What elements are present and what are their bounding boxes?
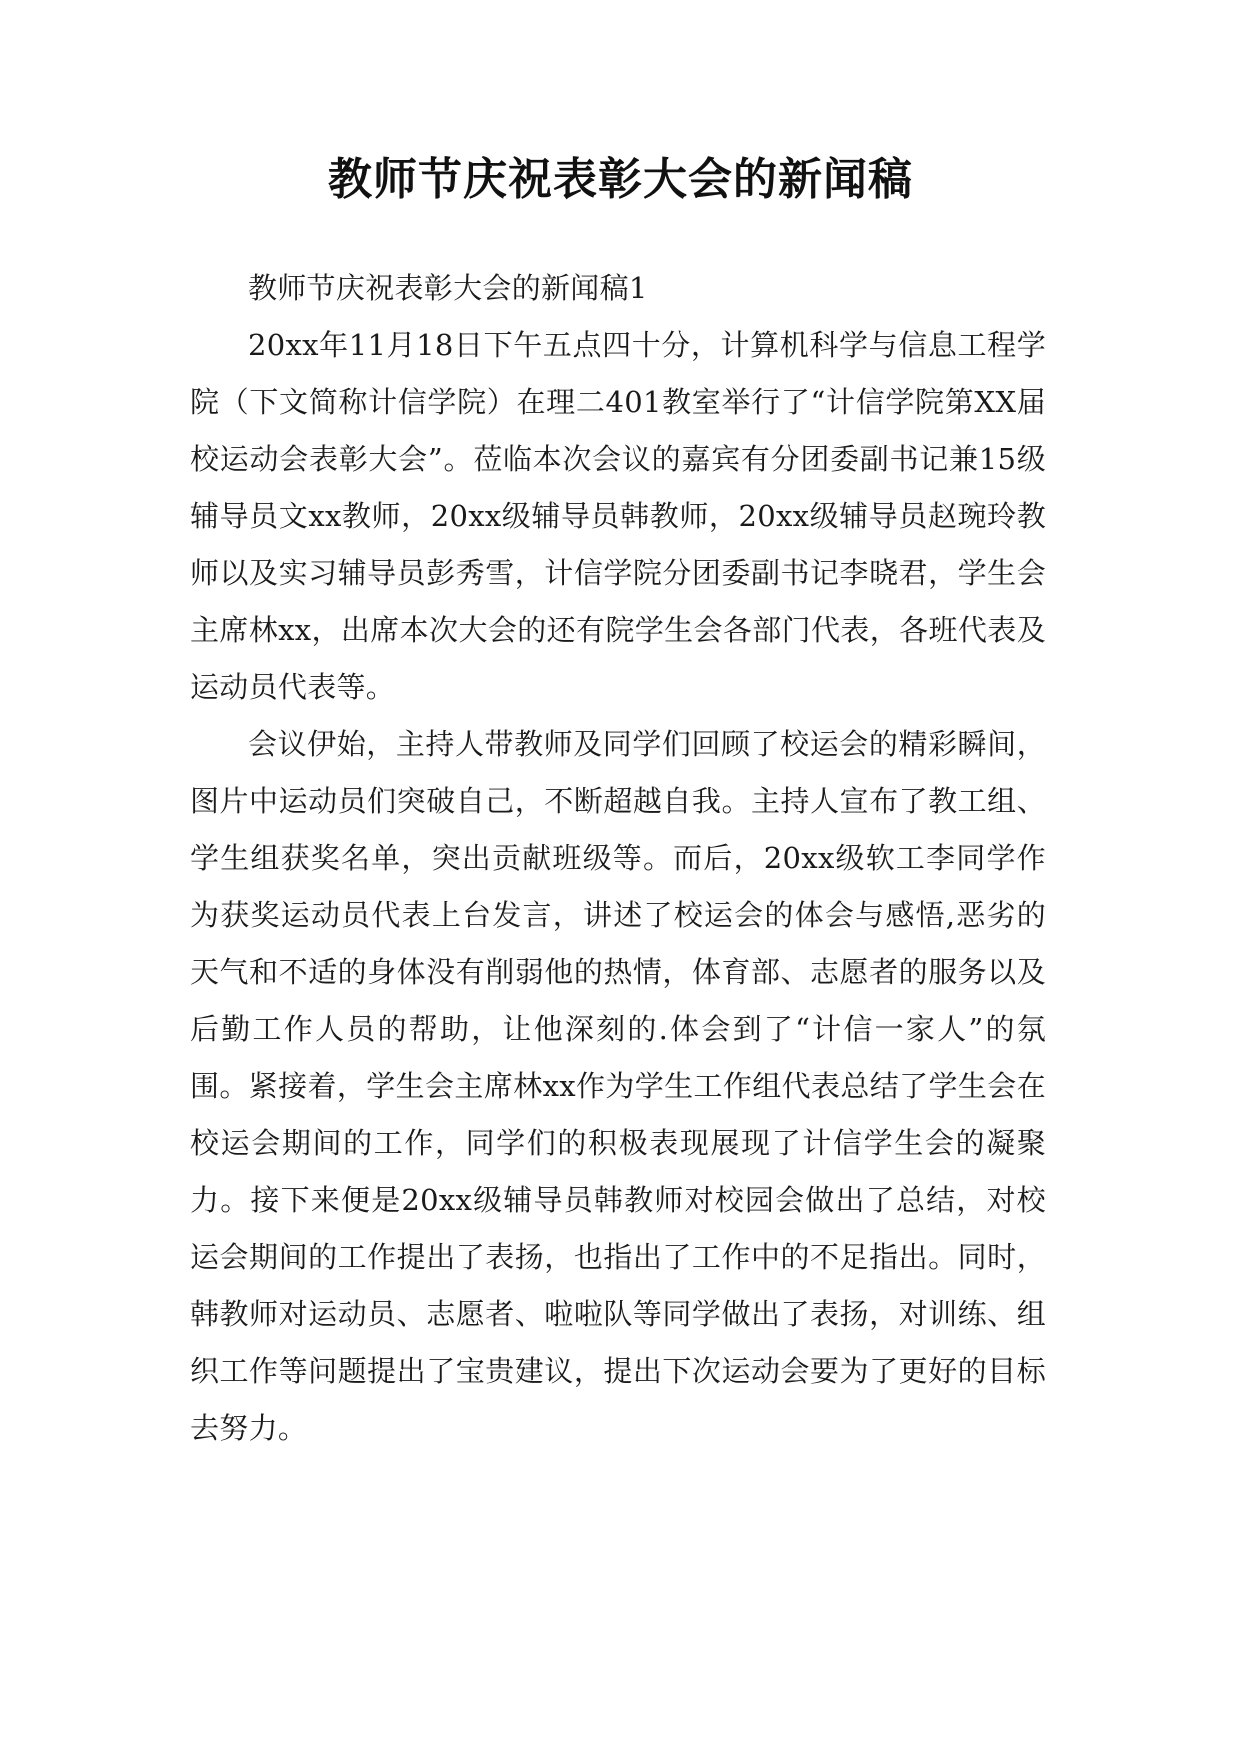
document-title: 教师节庆祝表彰大会的新闻稿	[328, 154, 913, 205]
body-paragraph: 20xx年11月18日下午五点四十分，计算机科学与信息工程学院（下文简称计信学院）在理二401教室举行了“计信学院第XX届校运动会表彰大会”。莅临本次会议的嘉宾有分团委副书记兼15级辅导员文xx教师，20xx级辅导员韩教师，20xx级辅导员赵琬玲教师以及实习辅导员彭秀雪，计信学院分团委副书记李晓君，学生会主席林xx，出席本次大会的还有院学生会各部门代表，各班代表及运动员代表等。	[190, 328, 1046, 704]
subtitle-paragraph: 教师节庆祝表彰大会的新闻稿1	[248, 271, 648, 305]
document-body	[190, 260, 1046, 1457]
body-paragraph: 会议伊始，主持人带教师及同学们回顾了校运会的精彩瞬间，图片中运动员们突破自己，不断超越自我。主持人宣布了教工组、学生组获奖名单，突出贡献班级等。而后，20xx级软工李同学作为获奖运动员代表上台发言，讲述了校运会的体会与感悟,恶劣的天气和不适的身体没有削弱他的热情，体育部、志愿者的服务以及后勤工作人员的帮助，让他深刻的.体会到了“计信一家人”的氛围。紧接着，学生会主席林xx作为学生工作组代表总结了学生会在校运会期间的工作，同学们的积极表现展现了计信学生会的凝聚力。接下来便是20xx级辅导员韩教师对校园会做出了总结，对校运会期间的工作提出了表扬，也指出了工作中的不足指出。同时，韩教师对运动员、志愿者、啦啦队等同学做出了表扬，对训练、组织工作等问题提出了宝贵建议，提出下次运动会要为了更好的目标去努力。	[190, 727, 1046, 1445]
